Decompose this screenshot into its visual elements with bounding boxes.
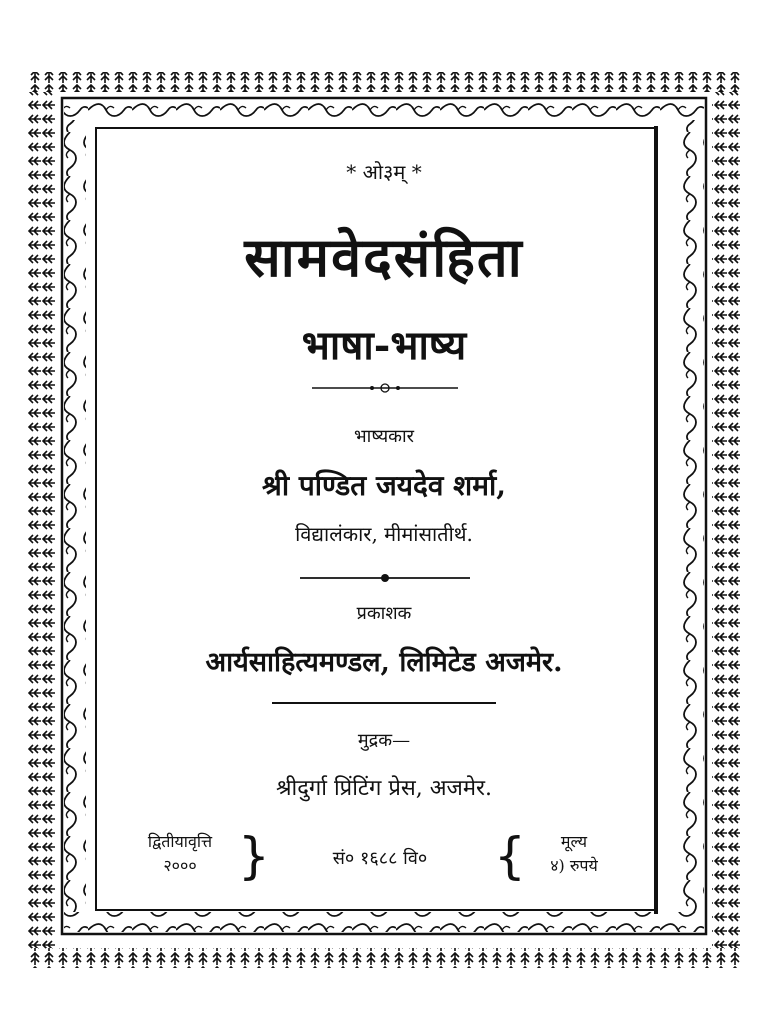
edition-block — [120, 830, 240, 878]
book-subtitle: भाषा-भाष्य — [301, 322, 467, 369]
price-label: मूल्य — [560, 832, 588, 851]
samvat-year: सं० १६८८ वि० — [332, 848, 428, 869]
publisher-name: आर्यसाहित्यमण्डल, लिमिटेड अजमेर. — [205, 647, 563, 678]
commentator-name: श्री पण्डित जयदेव शर्मा, — [262, 469, 506, 502]
publisher-label: प्रकाशक — [356, 603, 412, 624]
edition-copies: २००० — [163, 856, 197, 875]
edition-label: द्वितीयावृत्ति — [147, 832, 213, 851]
brace-right-icon: } — [238, 827, 270, 885]
printer-name: श्रीदुर्गा प्रिंटिंग प्रेस, अजमेर. — [275, 776, 493, 801]
separator-2 — [300, 574, 470, 582]
brace-left-icon: { — [494, 827, 526, 885]
price-value: ४) रुपये — [550, 856, 598, 875]
printer-label: मुद्रक— — [357, 730, 411, 751]
book-title: सामवेदसंहिता — [244, 225, 524, 289]
invocation-om: * ओ३म् * — [346, 160, 422, 184]
commentator-label: भाष्यकार — [354, 426, 414, 447]
separator-1 — [312, 384, 458, 392]
commentator-titles: विद्यालंकार, मीमांसातीर्थ. — [295, 522, 473, 546]
price-block — [518, 830, 630, 878]
imprint-row — [120, 827, 632, 890]
